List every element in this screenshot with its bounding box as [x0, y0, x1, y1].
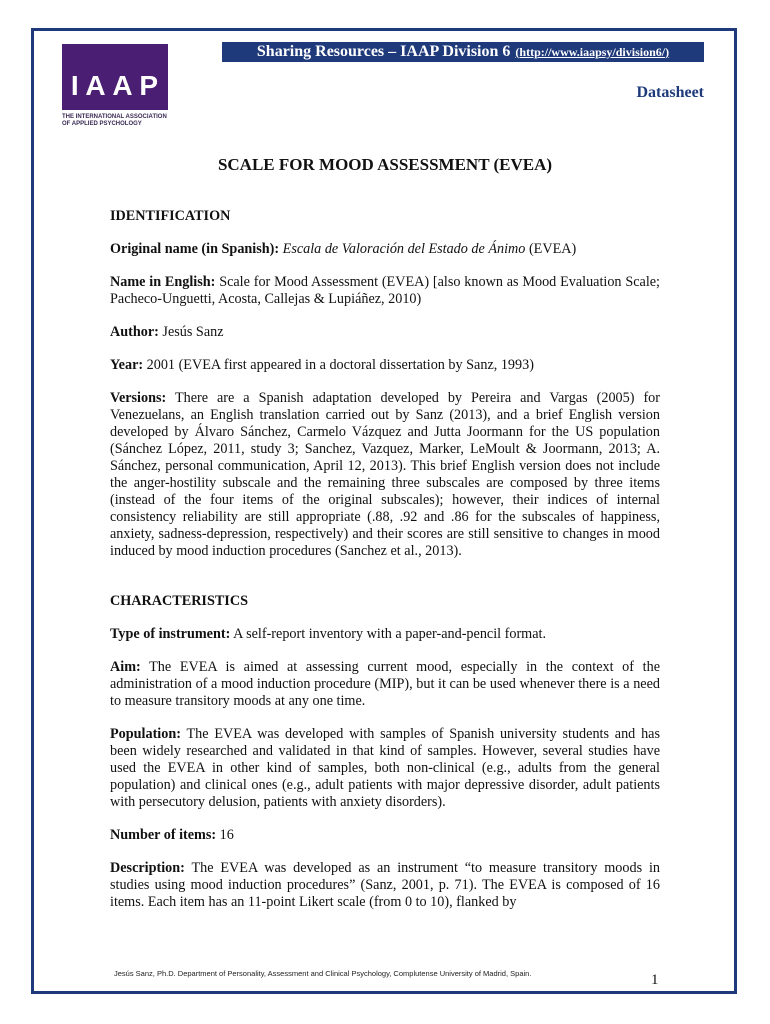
- document-title: SCALE FOR MOOD ASSESSMENT (EVEA): [217, 155, 553, 174]
- logo-letter: I: [70, 70, 80, 101]
- iaap-logo: [62, 44, 168, 128]
- section-heading-identification: IDENTIFICATION: [110, 208, 231, 224]
- population-paragraph: Population: The EVEA was developed with samples of Spanish university students and has been widely researched and validated in that kind of samples. However, several studies have used the EVEA in other kind of samples, both non-clinical (e.g., adults from the general population) and clinical ones (e.g., adult patients with major depressive disorder, adult patients with persecutory delusion, patients with anxiety disorders).: [110, 726, 660, 810]
- versions-paragraph: Versions: There are a Spanish adaptation developed by Pereira and Vargas (2005) for Venezuelans, an English translation carried out by Sanz (2013), and a brief English version developed by Álvaro Sánchez, Carmelo Vázquez and Jutta Joormann for the US population (Sánchez López, 2011, study 3; Sanchez, Vazquez, Marker, LeMoult & Joormann, 2013; A. Sánchez, personal communication, April 12, 2013). This brief English version does not include the anger-hostility subscale and the remaining three subscales are composed by three items (instead of the four items of the original subscales); however, their indices of internal consistency reliability are still appropriate (.88, .92 and .86 for the subscales of happiness, anxiety, sadness-depression, respectively) and their scores are still sensitive to changes in mood induced by mood induction procedures (Sanchez et al., 2013).: [110, 390, 660, 559]
- name-english-paragraph: Name in English: Scale for Mood Assessment (EVEA) [also known as Mood Evaluation Scale; Pacheco-Unguetti, Acosta, Callejas & Lupiáñez, 2010): [110, 274, 661, 307]
- logo-subtitle: THE INTERNATIONAL ASSOCIATION OF APPLIED PSYCHOLOGY: [62, 114, 167, 127]
- section-heading-characteristics: CHARACTERISTICS: [110, 593, 248, 609]
- year-paragraph: Year: 2001 (EVEA first appeared in a doctoral dissertation by Sanz, 1993): [110, 357, 534, 373]
- page-footer: Jesús Sanz, Ph.D. Department of Personality, Assessment and Clinical Psychology, Complutense University of Madrid, Spain.: [114, 969, 532, 978]
- logo-letter: A: [85, 70, 107, 101]
- document-body: [110, 208, 660, 927]
- iaap-logo-box: [62, 44, 168, 110]
- type-paragraph: Type of instrument: A self-report inventory with a paper-and-pencil format.: [110, 626, 546, 642]
- original-name-paragraph: Original name (in Spanish): Escala de Valoración del Estado de Ánimo (EVEA): [110, 241, 577, 257]
- page-number: 1: [651, 972, 659, 988]
- logo-letter: P: [139, 70, 160, 101]
- header-banner: [222, 42, 704, 62]
- items-paragraph: Number of items: 16: [110, 827, 234, 843]
- division-link[interactable]: (http://www.iaapsy/division6/): [515, 44, 670, 59]
- author-paragraph: Author: Jesús Sanz: [110, 324, 224, 340]
- datasheet-label: Datasheet: [636, 84, 704, 101]
- banner-title: Sharing Resources – IAAP Division 6: [256, 43, 511, 60]
- aim-paragraph: Aim: The EVEA is aimed at assessing current mood, especially in the context of the administration of a mood induction procedure (MIP), but it can be used whenever there is a need to measure transitory moods at any one time.: [110, 659, 660, 709]
- logo-letter: A: [112, 70, 134, 101]
- description-paragraph: Description: The EVEA was developed as an instrument “to measure transitory moods in studies using mood induction procedures” (Sanz, 2001, p. 71). The EVEA is composed of 16 items. Each item has an 11-point Likert scale (from 0 to 10), flanked by: [110, 860, 660, 910]
